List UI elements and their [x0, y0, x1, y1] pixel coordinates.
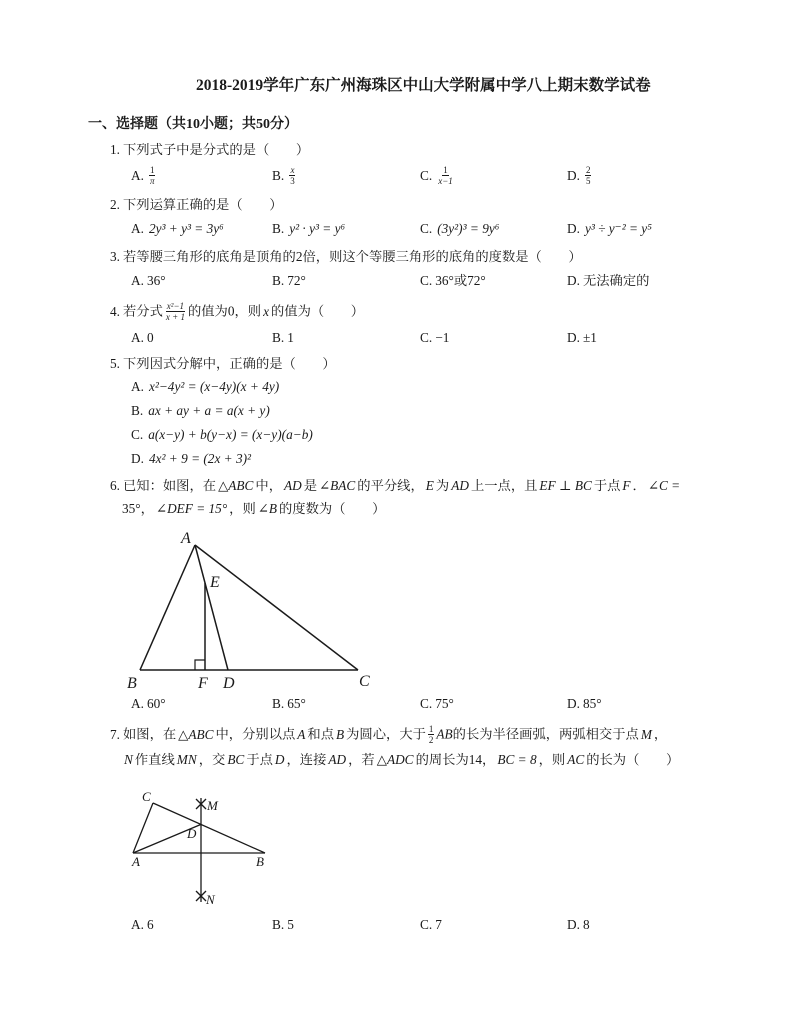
option-text: 72°: [287, 273, 306, 288]
option-label: B.: [272, 696, 285, 711]
point-label-n: N: [206, 892, 215, 907]
option-label: B.: [272, 167, 285, 183]
question-number: 6.: [110, 478, 120, 493]
math-expression: N: [124, 752, 133, 767]
option-label: B.: [272, 221, 285, 236]
fraction: [437, 165, 454, 186]
math-expression: F: [622, 478, 631, 493]
question-7-line-2: [122, 751, 679, 769]
perpendicular-bisector-figure: [120, 785, 280, 910]
question-number: 3.: [110, 249, 120, 264]
fraction: [165, 301, 186, 322]
math-expression: y² · y³ = y⁶: [289, 221, 346, 236]
math-expression: BC: [227, 752, 245, 767]
option-text: 6: [146, 917, 154, 932]
math-expression: B: [336, 726, 345, 742]
side-ab: [140, 545, 195, 670]
math-expression: ax + ay + a = a(x + y): [148, 403, 270, 418]
question-4-option-a: [131, 329, 154, 347]
numerator: 2: [585, 165, 591, 175]
stem-text: 的度数为（ ）: [279, 501, 386, 516]
math-expression: EF ⊥ BC: [539, 478, 592, 493]
option-label: C.: [420, 221, 433, 236]
side-ac: [195, 545, 358, 670]
option-label: A.: [131, 221, 144, 236]
stem-text: 上一点，且: [470, 478, 538, 493]
math-expression: y³ ÷ y⁻² = y⁵: [584, 221, 652, 236]
math-expression: E: [425, 478, 434, 493]
question-number: 5.: [110, 356, 120, 371]
question-2-option-b: [272, 220, 347, 238]
question-3-option-c: [420, 272, 486, 290]
question-6-option-b: [272, 695, 306, 713]
option-label: C.: [420, 330, 433, 345]
question-stem: 若等腰三角形的底角是顶角的2倍，则这个等腰三角形的底角的度数是（ ）: [122, 249, 582, 264]
stem-text: 的长为（ ）: [586, 752, 680, 767]
question-6-option-c: [420, 695, 454, 713]
section-heading: 一、选择题（共10小题；共50分）: [88, 117, 298, 132]
question-5-option-c: [131, 426, 315, 444]
vertex-label-b: B: [127, 675, 137, 692]
stem-text: 已知：如图，在: [122, 478, 217, 493]
question-7-line-1: [110, 725, 667, 746]
question-number: 4.: [110, 303, 120, 319]
option-label: A.: [131, 379, 144, 394]
option-text: −1: [435, 330, 450, 345]
stem-text: 为: [435, 478, 450, 493]
numerator: 1: [443, 165, 448, 175]
stem-text: 如图，在: [122, 726, 177, 742]
option-label: D.: [131, 451, 144, 466]
math-expression: AB: [436, 726, 453, 742]
option-label: B.: [131, 403, 144, 418]
option-label: B.: [272, 917, 285, 932]
question-3-option-d: [567, 272, 649, 290]
bisector-ad: [195, 545, 228, 670]
numerator: 1: [428, 724, 434, 734]
option-text: 85°: [582, 696, 602, 711]
option-label: D.: [567, 221, 580, 236]
math-expression: △ABC: [218, 478, 254, 493]
math-expression: ∠BAC: [319, 478, 356, 493]
fraction: [289, 165, 296, 186]
option-label: C.: [420, 167, 433, 183]
vertex-label-c: C: [142, 789, 151, 804]
question-7-option-d: [567, 916, 590, 934]
option-text: 7: [435, 917, 442, 932]
option-label: A.: [131, 696, 144, 711]
question-4: [110, 302, 364, 323]
question-1: [110, 141, 309, 159]
math-expression: MN: [176, 752, 197, 767]
point-label-e: E: [210, 574, 220, 591]
question-7-option-c: [420, 916, 442, 934]
stem-text: 中，: [255, 478, 282, 493]
question-3: [110, 248, 582, 266]
question-2: [110, 196, 283, 214]
numerator: 1: [149, 165, 155, 175]
math-expression: D: [274, 752, 285, 767]
option-label: C.: [420, 917, 433, 932]
stem-text: 若分式: [122, 303, 163, 319]
stem-text: 作直线: [134, 752, 175, 767]
question-2-option-c: [420, 220, 501, 238]
math-expression: BC = 8: [497, 752, 537, 767]
option-label: D.: [567, 330, 580, 345]
math-expression: △ADC: [376, 752, 414, 767]
numerator: x: [290, 165, 295, 175]
stem-text: 35°，: [122, 501, 154, 516]
question-7-option-b: [272, 916, 294, 934]
option-label: A.: [131, 917, 144, 932]
question-1-option-a: [131, 166, 157, 187]
stem-text: 是: [303, 478, 318, 493]
stem-text: 中，分别以点: [215, 726, 296, 742]
question-number: 2.: [110, 197, 120, 212]
stem-text: 和点: [307, 726, 335, 742]
math-expression: AD: [284, 478, 302, 493]
math-variable: x: [263, 303, 269, 319]
question-3-option-b: [272, 272, 306, 290]
stem-text: 的值为（ ）: [271, 303, 365, 319]
question-2-option-a: [131, 220, 226, 238]
option-label: A.: [131, 273, 144, 288]
denominator: π: [149, 176, 155, 186]
option-text: 无法确定的: [582, 273, 650, 288]
stem-text: 于点: [593, 478, 621, 493]
question-6-line-2: [122, 500, 385, 518]
option-label: A.: [131, 167, 144, 183]
question-4-option-d: [567, 329, 597, 347]
question-1-option-b: [272, 166, 298, 187]
fraction: [585, 165, 592, 186]
question-5-option-b: [131, 402, 272, 420]
option-label: D.: [567, 273, 580, 288]
option-label: D.: [567, 696, 580, 711]
stem-text: ，交: [198, 752, 226, 767]
question-stem: 下列运算正确的是（ ）: [122, 197, 283, 212]
stem-text: ，: [653, 726, 668, 742]
question-stem: 下列因式分解中，正确的是（ ）: [122, 356, 336, 371]
denominator: 5: [585, 176, 591, 186]
option-text: 1: [287, 330, 294, 345]
question-5-option-d: [131, 450, 253, 468]
stem-text: ，则: [229, 501, 256, 516]
exam-title: 2018-2019学年广东广州海珠区中山大学附属中学八上期末数学试卷: [196, 77, 651, 94]
numerator: x²−1: [166, 301, 185, 311]
option-label: C.: [131, 427, 144, 442]
stem-text: ．: [632, 478, 646, 493]
option-label: B.: [272, 330, 285, 345]
denominator: x−1: [438, 176, 453, 186]
question-4-option-c: [420, 329, 449, 347]
question-number: 7.: [110, 726, 120, 742]
stem-text: ，则: [538, 752, 566, 767]
question-5-option-a: [131, 378, 281, 396]
point-label-d: D: [187, 826, 197, 841]
stem-text: 于点: [246, 752, 273, 767]
option-text: 75°: [435, 696, 454, 711]
option-text: 5: [287, 917, 294, 932]
option-text: 8: [582, 917, 590, 932]
math-expression: AC: [567, 752, 585, 767]
math-expression: x²−4y² = (x−4y)(x + 4y): [148, 379, 280, 394]
stem-text: 的长为半径画弧，两弧相交于点: [452, 726, 639, 742]
question-number: 1.: [110, 142, 120, 157]
math-expression: AD: [328, 752, 347, 767]
option-label: B.: [272, 273, 285, 288]
point-label-f: F: [198, 675, 208, 692]
option-label: D.: [567, 167, 580, 183]
point-label-m: M: [207, 798, 218, 813]
question-6-option-a: [131, 695, 166, 713]
option-text: 65°: [287, 696, 306, 711]
math-expression: ∠C =: [647, 478, 681, 493]
question-6-option-d: [567, 695, 602, 713]
question-1-option-d: [567, 166, 593, 187]
option-text: 36°: [146, 273, 166, 288]
math-expression: △ABC: [178, 726, 214, 742]
question-4-option-b: [272, 329, 294, 347]
denominator: 3: [290, 176, 295, 186]
question-2-option-d: [567, 220, 654, 238]
math-expression: ∠B: [257, 501, 278, 516]
question-6-line-1: [110, 477, 682, 495]
denominator: x + 1: [165, 312, 185, 322]
stem-text: 的周长为14，: [415, 752, 496, 767]
math-expression: 4x² + 9 = (2x + 3)²: [148, 451, 252, 466]
option-text: 60°: [146, 696, 166, 711]
math-expression: AD: [451, 478, 469, 493]
math-expression: M: [640, 726, 652, 742]
question-stem: 下列式子中是分式的是（ ）: [122, 142, 310, 157]
stem-text: 为圆心，大于: [346, 726, 426, 742]
option-text: 36°或72°: [435, 273, 486, 288]
option-label: C.: [420, 696, 433, 711]
math-expression: a(x−y) + b(y−x) = (x−y)(a−b): [148, 427, 313, 442]
math-expression: 2y³ + y³ = 3y⁶: [148, 221, 224, 236]
stem-text: 的值为0，则: [187, 303, 262, 319]
math-expression: (3y²)³ = 9y⁶: [437, 221, 500, 236]
question-5: [110, 355, 336, 373]
vertex-label-a: A: [181, 530, 191, 547]
question-3-option-a: [131, 272, 166, 290]
stem-text: 的平分线，: [357, 478, 424, 493]
math-expression: ∠DEF = 15°: [155, 501, 228, 516]
option-label: A.: [131, 330, 144, 345]
option-text: 0: [146, 330, 154, 345]
fraction: [149, 165, 156, 186]
vertex-label-b: B: [256, 854, 264, 869]
triangle-abc-figure: [120, 525, 380, 695]
stem-text: ，若: [348, 752, 375, 767]
denominator: 2: [428, 735, 434, 745]
point-label-d: D: [223, 675, 235, 692]
stem-text: ，连接: [286, 752, 327, 767]
vertex-label-c: C: [359, 673, 370, 690]
question-7-option-a: [131, 916, 154, 934]
math-expression: A: [297, 726, 306, 742]
question-1-option-c: [420, 166, 456, 187]
right-angle-mark: [195, 660, 205, 670]
vertex-label-a: A: [132, 854, 140, 869]
option-label: C.: [420, 273, 433, 288]
option-text: ±1: [582, 330, 597, 345]
option-label: D.: [567, 917, 580, 932]
fraction-one-half: [428, 724, 435, 745]
